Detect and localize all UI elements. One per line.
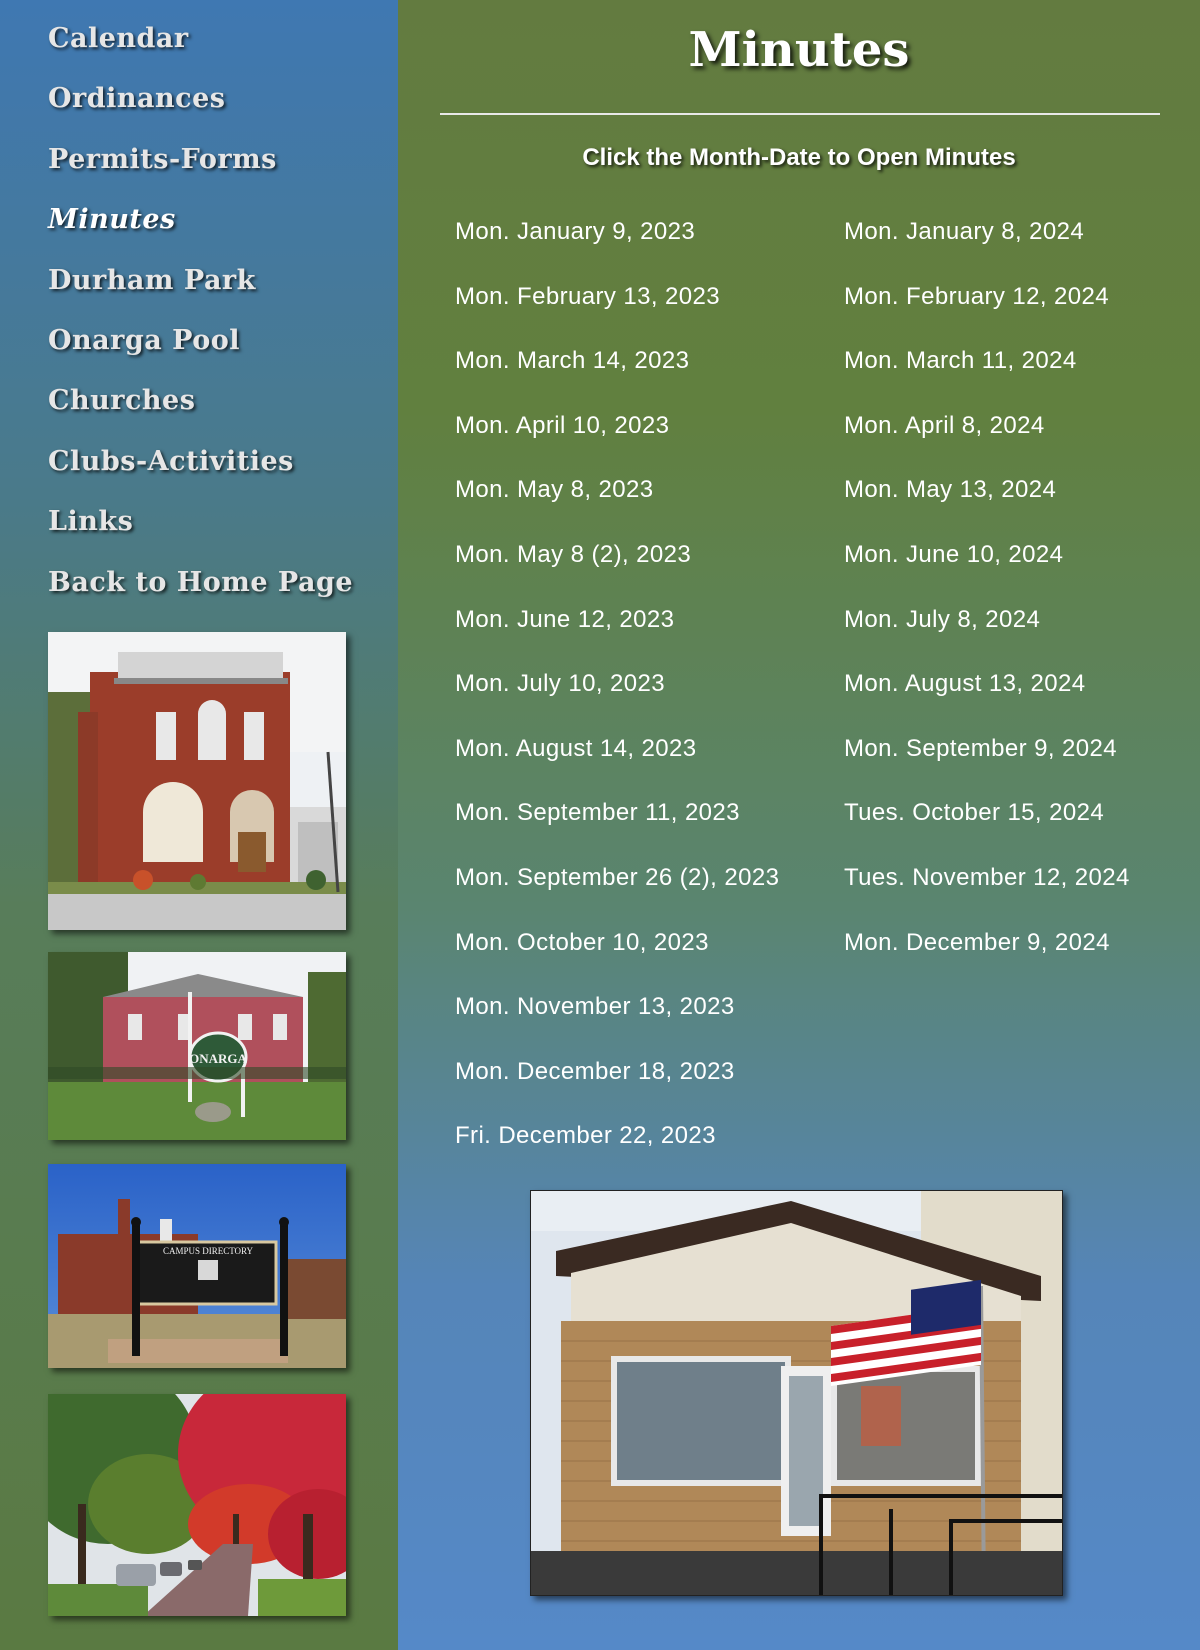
minutes-link[interactable]: Mon. May 13, 2024 [844, 476, 1057, 504]
minutes-link[interactable]: Mon. July 8, 2024 [844, 605, 1041, 633]
minutes-link[interactable]: Mon. July 10, 2023 [455, 670, 665, 698]
minutes-link[interactable]: Mon. September 26 (2), 2023 [455, 863, 780, 891]
minutes-link[interactable]: Mon. January 8, 2024 [844, 218, 1085, 245]
main-content [398, 0, 1200, 1650]
minutes-link[interactable]: Mon. December 9, 2024 [844, 928, 1110, 956]
nav-item-links[interactable]: Links [48, 506, 134, 538]
minutes-link[interactable]: Mon. February 12, 2024 [844, 282, 1109, 310]
minutes-2024-column [844, 212, 1130, 987]
brick-village-hall-photo [48, 632, 346, 930]
nav-item-churches[interactable]: Churches [48, 385, 196, 417]
minutes-link[interactable]: Mon. September 9, 2024 [844, 734, 1117, 762]
minutes-link[interactable]: Mon. June 12, 2023 [455, 605, 675, 633]
nav-item-calendar[interactable]: Calendar [48, 23, 189, 54]
minutes-link[interactable]: Mon. May 8, 2023 [455, 476, 654, 504]
minutes-link[interactable]: Mon. May 8 (2), 2023 [455, 540, 692, 568]
nav-item-ordinances[interactable]: Ordinances [48, 83, 226, 115]
onarga-sign-text: ONARGA [189, 1051, 247, 1066]
title-divider [440, 113, 1160, 115]
page-title: Minutes [688, 22, 910, 78]
nav-item-permits-forms[interactable]: Permits-Forms [48, 143, 277, 175]
minutes-link[interactable]: Mon. August 13, 2024 [844, 670, 1086, 698]
minutes-link[interactable]: Mon. November 13, 2023 [455, 993, 735, 1021]
nav-item-durham-park[interactable]: Durham Park [48, 264, 256, 296]
sidebar [0, 0, 398, 1650]
nav-item-back-to-home[interactable]: Back to Home Page [48, 566, 354, 598]
nav-item-onarga-pool[interactable]: Onarga Pool [48, 324, 240, 356]
minutes-link[interactable]: Mon. April 10, 2023 [455, 411, 670, 439]
minutes-2023-column [455, 212, 779, 1181]
campus-directory-sign-photo [48, 1164, 346, 1368]
minutes-link[interactable]: Mon. June 10, 2024 [844, 540, 1064, 568]
minutes-link[interactable]: Tues. November 12, 2024 [844, 863, 1130, 891]
minutes-link[interactable]: Mon. September 11, 2023 [455, 799, 740, 827]
campus-directory-text: CAMPUS DIRECTORY [162, 1246, 254, 1256]
nav-item-clubs-activities[interactable]: Clubs-Activities [48, 445, 294, 477]
minutes-link[interactable]: Mon. August 14, 2023 [455, 734, 697, 762]
minutes-link[interactable]: Mon. December 18, 2023 [455, 1057, 735, 1085]
sidebar-nav [48, 18, 353, 622]
minutes-link[interactable]: Mon. March 14, 2023 [455, 347, 690, 375]
minutes-link[interactable]: Tues. October 15, 2024 [844, 799, 1105, 827]
red-brick-building-onarga-sign-photo [48, 952, 346, 1140]
nav-item-minutes[interactable]: Minutes [48, 204, 176, 236]
minutes-link[interactable]: Fri. December 22, 2023 [455, 1122, 716, 1150]
autumn-tree-lined-street-photo [48, 1394, 346, 1616]
minutes-link[interactable]: Mon. January 9, 2023 [455, 218, 696, 245]
storefront-with-american-flag-photo [530, 1190, 1063, 1596]
minutes-link[interactable]: Mon. March 11, 2024 [844, 347, 1077, 375]
minutes-link[interactable]: Mon. October 10, 2023 [455, 928, 709, 956]
minutes-link[interactable]: Mon. April 8, 2024 [844, 411, 1045, 439]
page-subtitle: Click the Month-Date to Open Minutes [582, 144, 1016, 171]
minutes-link[interactable]: Mon. February 13, 2023 [455, 282, 720, 310]
